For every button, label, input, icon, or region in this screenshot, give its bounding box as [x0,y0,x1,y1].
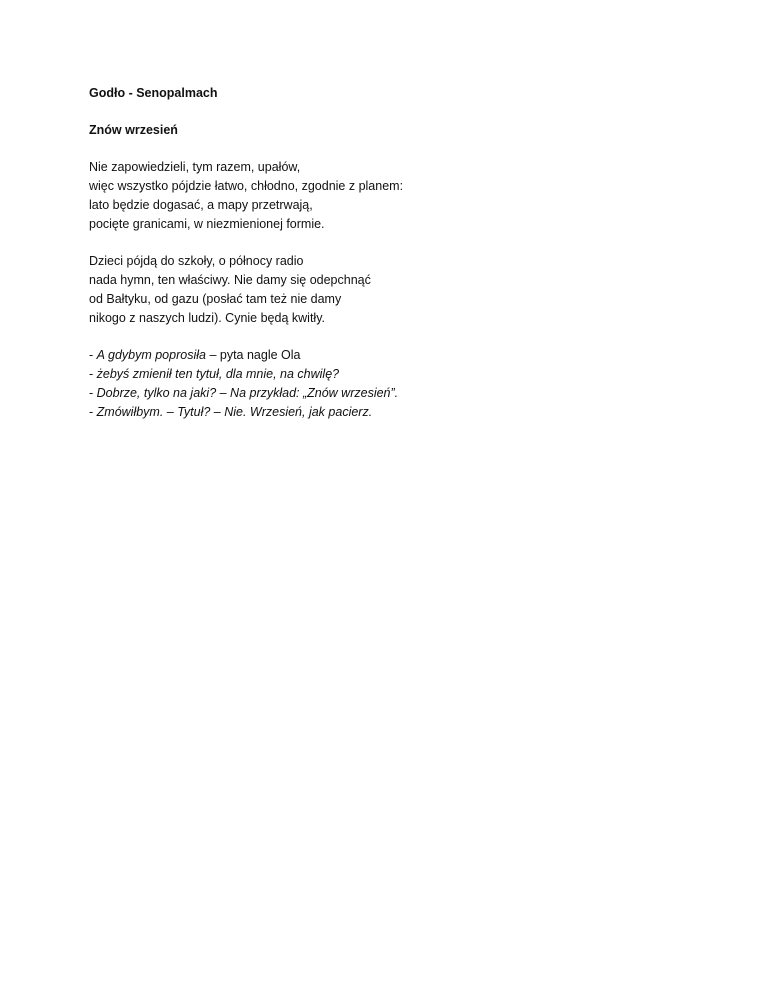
poem-line: Dzieci pójdą do szkoły, o północy radio [89,254,304,268]
italic-speech: Dobrze, tylko na jaki? – Na przykład: „Znów wrzesień”. [96,386,399,400]
document-header: Godło - Senopalmach [89,86,218,100]
dash: - [89,367,97,381]
poem-line: od Bałtyku, od gazu (posłać tam też nie damy [89,292,342,306]
dialogue-stanza [89,346,689,422]
italic-speech: A gdybym poprosiła [96,348,206,362]
stanza-1 [89,158,689,234]
dialogue-line [89,403,689,422]
narration: – pyta nagle Ola [205,348,301,362]
italic-speech: Zmówiłbym. – Tytuł? – Nie. Wrzesień, jak pacierz. [96,405,373,419]
dialogue-line [89,365,689,384]
dash: - [89,386,97,400]
dialogue-line [89,384,689,403]
poem-title: Znów wrzesień [89,123,178,137]
poem-line: lato będzie dogasać, a mapy przetrwają, [89,198,313,212]
stanza-2 [89,252,689,328]
poem-line: nada hymn, ten właściwy. Nie damy się odepchnąć [89,273,371,287]
dash: - [89,348,97,362]
poem-line: Nie zapowiedzieli, tym razem, upałów, [89,160,301,174]
poem-line: pocięte granicami, w niezmienionej formie. [89,217,325,231]
poem-line: więc wszystko pójdzie łatwo, chłodno, zgodnie z planem: [89,179,404,193]
poem-line: nikogo z naszych ludzi). Cynie będą kwitły. [89,311,325,325]
italic-speech: żebyś zmienił ten tytuł, dla mnie, na chwilę? [96,367,340,381]
dash: - [89,405,97,419]
dialogue-line [89,346,689,365]
document-content [89,84,689,422]
